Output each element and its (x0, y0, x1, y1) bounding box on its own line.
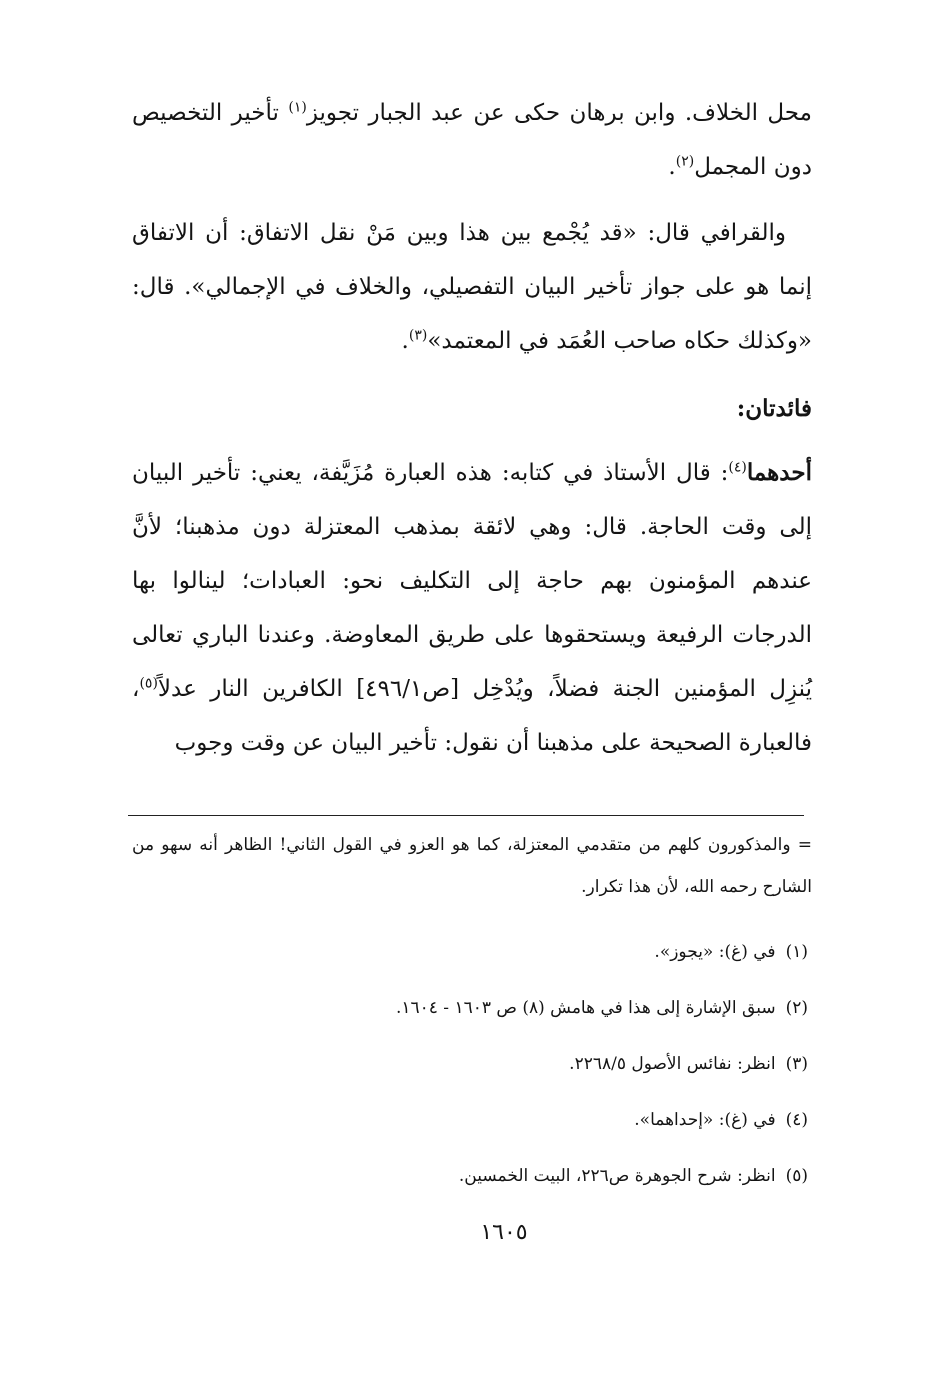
footnote-text: سبق الإشارة إلى هذا في هامش (٨) ص ١٦٠٣ - ١٦٠٤. (395, 998, 776, 1018)
footnote-item (132, 924, 808, 980)
footnote-ref-2: (٢) (675, 153, 695, 170)
paragraph-1 (132, 86, 812, 194)
footnote-text: في (غ): «إحداهما». (634, 1110, 776, 1130)
section-heading: فائدتان: (736, 395, 812, 422)
footnote-number: (٥) (785, 1166, 808, 1186)
footnote-number: (٤) (785, 1110, 808, 1130)
footnote-divider (128, 815, 804, 816)
footnote-number: (٢) (785, 998, 808, 1018)
footnote-number: (١) (785, 942, 808, 962)
paragraph-3-lead: أحدهما (746, 459, 812, 486)
footnote-number: (٣) (785, 1054, 808, 1074)
footnote-ref-4: (٤) (728, 459, 747, 476)
footnote-ref-1: (١) (288, 99, 307, 116)
paragraph-3-text-b: ، فالعبارة الصحيحة على مذهبنا أن نقول: تأخير البيان عن وقت وجوب (132, 676, 812, 756)
paragraph-1-text-b: تأخير التخصيص دون المجمل (132, 100, 812, 180)
paragraph-2-text-a: والقرافي قال: «قد يُجْمع بين هذا وبين مَنْ نقل الاتفاق: أن الاتفاق إنما هو على جواز تأخير البيان التفصيلي، والخلاف في الإجمالي». قال: «وكذلك حكاه صاحب العُمَد في المعتمد» (132, 220, 812, 354)
footnote-item (132, 1092, 808, 1148)
paragraph-3-text-a: : قال الأستاذ في كتابه: هذه العبارة مُزَيَّفة، يعني: تأخير البيان إلى وقت الحاجة. قال: وهي لائقة بمذهب المعتزلة دون مذهبنا؛ لأنَّ عندهم المؤمنون بهم حاجة إلى التكليف نحو: العبادات؛ لينالوا بها الدرجات الرفيعة ويستحقوها على طريق المعاوضة. وعندنا الباري تعالى يُنزِل المؤمنين الجنة فضلاً، ويُدْخِل [ص٤٩٦/١] الكافرين النار عدلاً (132, 460, 812, 702)
footnote-item (132, 1036, 808, 1092)
paragraph-1-text-c: . (668, 154, 676, 180)
footnote-list (132, 924, 808, 1204)
footnote-ref-5: (٥) (139, 675, 158, 692)
footnote-item (132, 1148, 808, 1204)
footnote-text: في (غ): «يجوز». (654, 942, 776, 962)
footnote-text: انظر: نفائس الأصول ٢٢٦٨/٥. (569, 1054, 776, 1074)
paragraph-2 (132, 206, 812, 368)
footnote-ref-3: (٣) (408, 327, 428, 344)
footnote-continuation: = والمذكورون كلهم من متقدمي المعتزلة، كما هو العزو في القول الثاني! الظاهر أنه سهو من الشارح رحمه الله، لأن هذا تكرار. (132, 835, 812, 897)
paragraph-1-text-a: محل الخلاف. وابن برهان حكى عن عبد الجبار تجويز (306, 100, 812, 126)
footnote-text: انظر: شرح الجوهرة ص٢٢٦، البيت الخمسين. (458, 1166, 776, 1186)
page-number: ١٦٠٥ (480, 1220, 528, 1245)
paragraph-3 (132, 446, 812, 770)
footnote-item (132, 980, 808, 1036)
paragraph-2-text-b: . (401, 328, 409, 354)
